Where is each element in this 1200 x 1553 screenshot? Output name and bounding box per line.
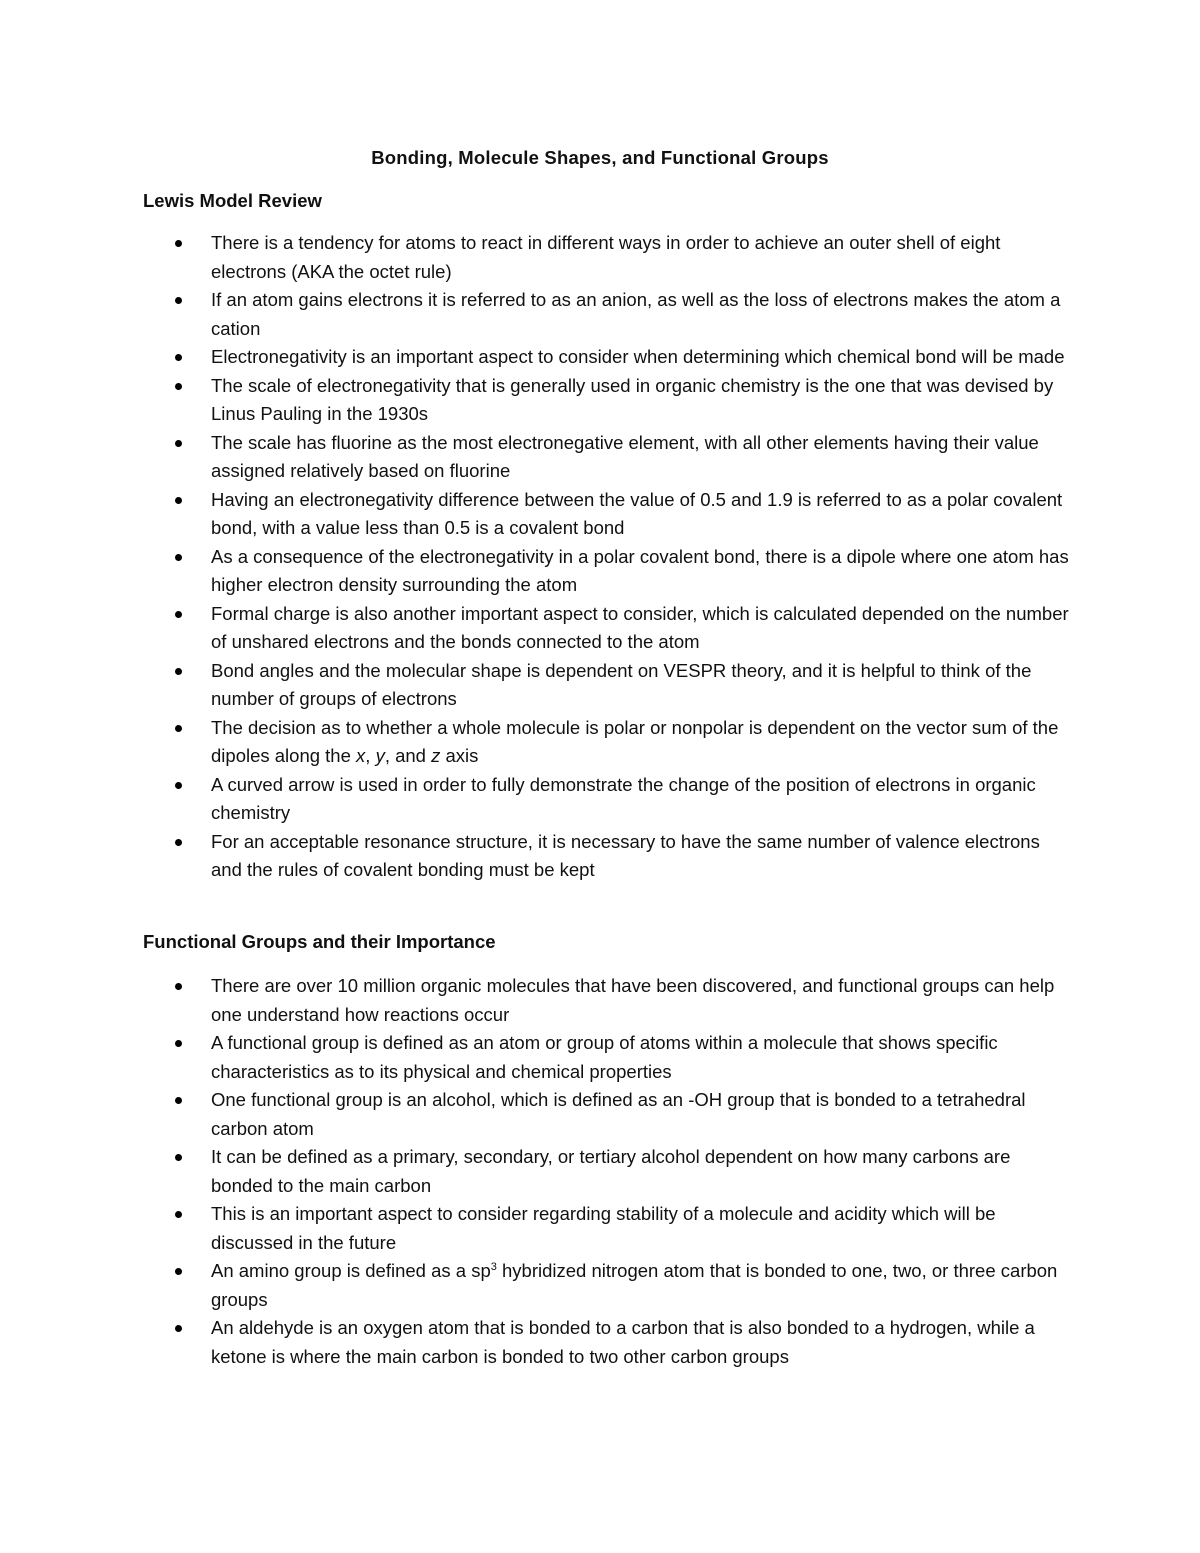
- bullet-icon: [175, 983, 182, 990]
- bullet-icon: [175, 354, 182, 361]
- axis-variable-y: y: [375, 745, 385, 766]
- functional-groups-bullet-list: [0, 972, 1200, 1371]
- bullet-icon: [175, 240, 182, 247]
- section-heading-lewis-model-review: Lewis Model Review: [143, 190, 322, 211]
- list-item-text: Having an electronegativity difference between the value of 0.5 and 1.9 is referred to as a polar covalent bond, with a value less than 0.5 is a covalent bond: [211, 488, 1063, 538]
- list-item-text: The scale of electronegativity that is generally used in organic chemistry is the one that was devised by Linus Pauling in the 1930s: [211, 374, 1054, 424]
- list-item: [0, 828, 1071, 885]
- list-item: [0, 972, 1071, 1029]
- list-item-text: Electronegativity is an important aspect to consider when determining which chemical bond will be made: [211, 346, 1065, 367]
- bullet-icon: [175, 668, 182, 675]
- list-item-text-part: An amino group is defined as a sp: [211, 1260, 491, 1281]
- list-item-text: A functional group is defined as an atom or group of atoms within a molecule that shows specific characteristics as to its physical and chemical properties: [211, 1032, 998, 1082]
- list-item-text: There is a tendency for atoms to react in different ways in order to achieve an outer shell of eight electrons (AKA the octet rule): [211, 232, 1001, 282]
- bullet-icon: [175, 725, 182, 732]
- bullet-icon: [175, 839, 182, 846]
- list-item-text: Bond angles and the molecular shape is dependent on VESPR theory, and it is helpful to think of the number of groups of electrons: [211, 659, 1032, 709]
- bullet-icon: [175, 1040, 182, 1047]
- list-item-text-part: hybridized nitrogen atom that is bonded to one, two, or three carbon groups: [211, 1260, 1058, 1310]
- section-heading-functional-groups: Functional Groups and their Importance: [143, 931, 496, 952]
- list-item: [0, 1314, 1071, 1371]
- list-item: [0, 543, 1071, 600]
- list-item-text: As a consequence of the electronegativity in a polar covalent bond, there is a dipole where one atom has higher electron density surrounding the atom: [211, 545, 1069, 595]
- list-item-text: It can be defined as a primary, secondary, or tertiary alcohol dependent on how many carbons are bonded to the main carbon: [211, 1146, 1011, 1196]
- list-item: [0, 429, 1071, 486]
- list-item: [0, 1029, 1071, 1086]
- list-item-text: There are over 10 million organic molecules that have been discovered, and functional groups can help one understand how reactions occur: [211, 975, 1055, 1025]
- list-item-text: An aldehyde is an oxygen atom that is bonded to a carbon that is also bonded to a hydrogen, while a ketone is where the main carbon is bonded to two other carbon groups: [211, 1317, 1035, 1367]
- list-item-text: This is an important aspect to consider regarding stability of a molecule and acidity which will be discussed in the future: [211, 1203, 996, 1253]
- bullet-icon: [175, 1097, 182, 1104]
- list-item-text: Formal charge is also another important aspect to consider, which is calculated depended on the number of unshared electrons and the bonds connected to the atom: [211, 602, 1069, 652]
- bullet-icon: [175, 611, 182, 618]
- list-item-text-part: The decision as to whether a whole molecule is polar or nonpolar is dependent on the vector sum of the dipoles along the: [211, 716, 1059, 766]
- list-item: [0, 771, 1071, 828]
- list-item: [0, 286, 1071, 343]
- list-item: [0, 714, 1071, 771]
- list-item: [0, 372, 1071, 429]
- axis-variable-z: z: [431, 745, 441, 766]
- bullet-icon: [175, 554, 182, 561]
- list-item: [0, 657, 1071, 714]
- list-item-text: The scale has fluorine as the most electronegative element, with all other elements having their value assigned relatively based on fluorine: [211, 431, 1039, 481]
- bullet-icon: [175, 1325, 182, 1332]
- list-item-text-part: , and: [384, 745, 432, 766]
- list-item-text-part: axis: [440, 745, 479, 766]
- list-item: [0, 486, 1071, 543]
- list-item-text: For an acceptable resonance structure, it is necessary to have the same number of valence electrons and the rules of covalent bonding must be kept: [211, 830, 1040, 880]
- list-item: [0, 1143, 1071, 1200]
- list-item-text: One functional group is an alcohol, which is defined as an -OH group that is bonded to a tetrahedral carbon atom: [211, 1089, 1026, 1139]
- list-item-text: If an atom gains electrons it is referred to as an anion, as well as the loss of electrons makes the atom a cation: [211, 289, 1061, 339]
- list-item: [0, 1086, 1071, 1143]
- list-item: [0, 1257, 1071, 1314]
- list-item-text: A curved arrow is used in order to fully demonstrate the change of the position of electrons in organic chemistry: [211, 773, 1036, 823]
- list-item-text-part: ,: [365, 745, 376, 766]
- document-title: Bonding, Molecule Shapes, and Functional Groups: [371, 147, 829, 168]
- axis-variable-x: x: [356, 745, 366, 766]
- bullet-icon: [175, 297, 182, 304]
- bullet-icon: [175, 1154, 182, 1161]
- bullet-icon: [175, 383, 182, 390]
- lewis-model-bullet-list: [0, 229, 1200, 885]
- superscript: 3: [490, 1260, 497, 1273]
- bullet-icon: [175, 497, 182, 504]
- bullet-icon: [175, 782, 182, 789]
- list-item: [0, 1200, 1071, 1257]
- list-item: [0, 343, 1071, 372]
- bullet-icon: [175, 1211, 182, 1218]
- bullet-icon: [175, 440, 182, 447]
- list-item: [0, 600, 1071, 657]
- list-item: [0, 229, 1071, 286]
- bullet-icon: [175, 1268, 182, 1275]
